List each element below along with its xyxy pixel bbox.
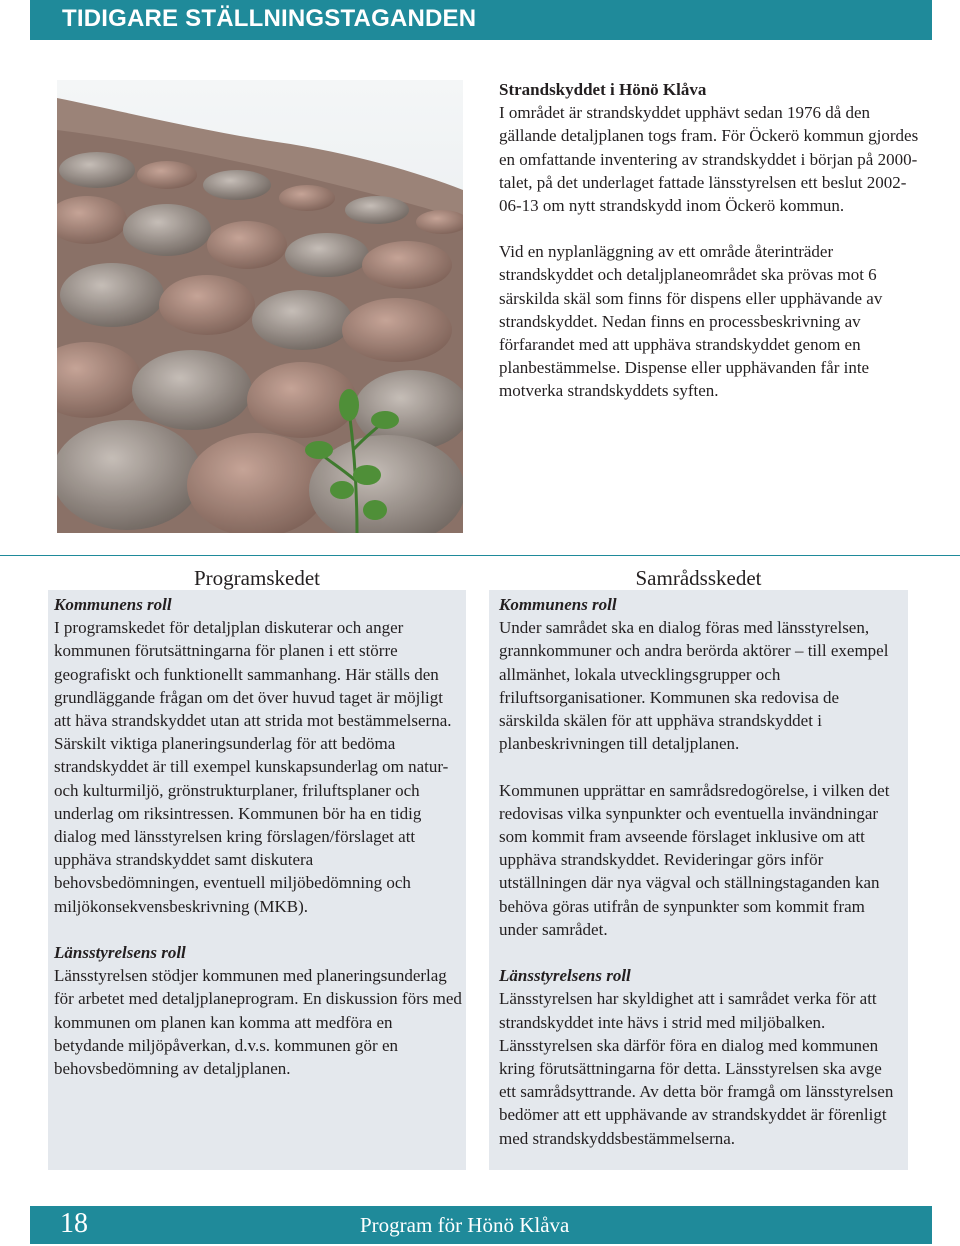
footer-title: Program för Hönö Klåva [360,1213,570,1237]
intro-heading: Strandskyddet i Hönö Klåva [499,80,707,99]
samrad-text-lansstyrelse: Länsstyrelsen har skyldighet att i samrådet verka för att strandskyddet inte hävs i strid med miljöbalken. Länsstyrelsen ska därför föra en dialog med kommunen kring förutsättningarna för detta. Länsstyrelsen ska avge ett samrådsyttrande. Av detta bör framgå om länsstyrelsen bedömer att ett upphävande av strandskyddet är förenligt med strandskyddsbestämmelserna. [499,989,894,1148]
program-role-lansstyrelse: Länsstyrelsens roll [54,943,186,963]
program-column [54,593,462,1080]
samrad-title: Samrådsskedet [635,566,762,590]
program-role-kommun: Kommunens roll [54,595,172,614]
program-text-lansstyrelse: Länsstyrelsen stödjer kommunen med planeringsunderlag för arbetet med detaljplaneprogram. En diskussion förs med kommunen om planen kan komma att medföra en betydande miljöpåverkan, d.v.s. kommunen gör en behovsbedömning av detaljplanen. [54,966,462,1079]
samrad-column [499,593,903,1150]
intro-text [499,78,919,426]
samrad-role-kommun: Kommunens roll [499,595,617,614]
samrad-text-kommun-2: Kommunen upprättar en samrådsredogörelse, i vilken det redovisas vilka synpunkter och eventuella invändningar som kommit fram avseende förslaget inklusive om att upphäva strandskyddet. Revideringar görs inför utställningen där nya vägval och ställningstaganden kan behöva göras utifrån de synpunkter som kommit fram under samrådet. [499,780,890,939]
section-divider [0,555,960,556]
program-text-kommun: I programskedet för detaljplan diskuterar och anger kommunen förutsättningarna för planen i ett större geografiskt och funktionellt sammanhang. Här ställs den grundläggande frågan om det över huvud taget är möjligt att häva strandskyddet utan att strida mot bestämmelserna. Särskilt viktiga planeringsunderlag för att bedöma strandskyddet är till exempel kunskapsunderlag om natur- och kulturmiljö, grönstrukturplaner, friluftsplaner och underlag om riksintressen. Kommunen bör ha en tidig dialog med länsstyrelsen kring förslagen/förslaget att upphäva strandskyddet samt diskutera behovsbedömningen, eventuell miljöbedömning och miljökonsekvensbeskrivning (MKB). [54,618,452,916]
rocky-shore-image [57,80,463,533]
program-title: Programskedet [194,566,320,590]
spacer [499,941,903,964]
page-title: TIDIGARE STÄLLNINGSTAGANDEN [62,5,477,32]
shore-photo [57,80,463,533]
spacer [54,918,462,941]
intro-paragraph-1: I området är strandskyddet upphävt sedan 1976 då den gällande detaljplanen togs fram. För Öckerö kommun gjordes en omfattande inventering av strandskyddet i början på 2000-talet, på det underlaget fattade länsstyrelsen ett beslut 2002-06-13 om nytt strandskydd inom Öckerö kommun. [499,103,919,216]
header-bar [30,0,932,40]
spacer [499,755,903,778]
footer-bar [30,1206,932,1244]
samrad-role-lansstyrelse: Länsstyrelsens roll [499,966,631,986]
samrad-text-kommun: Under samrådet ska en dialog föras med länsstyrelsen, grannkommuner och andra berörda aktörer – till exempel allmänhet, lokala utvecklingsgrupper och friluftsorganisationer. Kommunen ska redovisa de särskilda skälen för att upphäva strandskyddet i planbeskrivningen till detaljplanen. [499,618,889,754]
page-number: 18 [60,1208,88,1239]
intro-paragraph-2: Vid en nyplanläggning av ett område återinträder strandskyddet och detaljplaneområdet ska prövas mot 6 särskilda skäl som finns för dispens eller upphävande av strandskyddet. Nedan finns en processbeskrivning av förfarandet med att upphäva strandskyddet genom en planbestämmelse. Dispense eller upphävanden får inte motverka strandskyddets syften. [499,242,883,401]
